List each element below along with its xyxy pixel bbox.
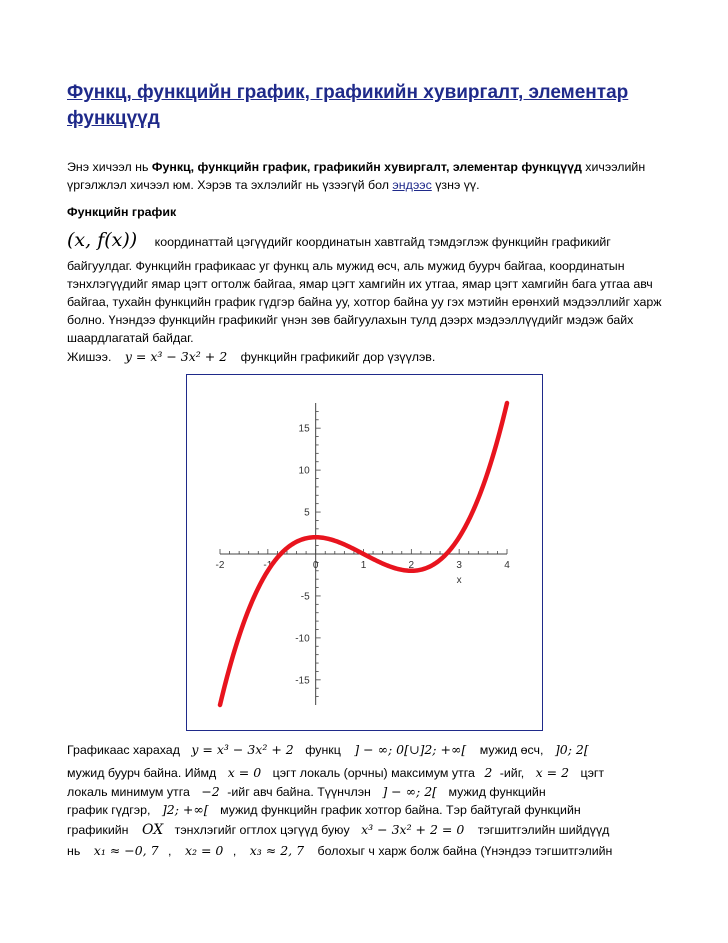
x-tick-label: 3 — [456, 560, 462, 571]
intro-link[interactable]: эндээс — [392, 178, 432, 192]
graph-paragraph: байгуулдаг. Функцийн графикаас уг функц аль мужид өсч, аль мужид буурч байгаа, координатын тэнхлэгүүдийг ямар цэгт огтолж байгаа, ямар цэгт хамгийн их утгаа, ямар цэгт хамгийн бага утгаа авч байгаа, тухайн функцийн график гүдгэр байна уу, хотгор байна уу гэх мэтийн ерөнхий мэдээллийг харж болно. Үнэндээ функцийн графикийг үнэн зөв байгуулахын тулд дээрх мэдээллүүдийг мэдэж байх шаардлагатай байдаг. — [67, 259, 662, 345]
y-tick-label: -5 — [300, 591, 310, 603]
function-plot — [186, 374, 543, 731]
plot-svg — [187, 375, 542, 730]
analysis-line-1: Графикаас харахад y = x³ − 3x² + 2 функц ] − ∞; 0[∪]2; +∞[ мужид өсч, ]0; 2[ — [67, 742, 589, 757]
y-tick-label: 15 — [298, 423, 310, 435]
intro-bold-topic: Функц, функцийн график, графикийн хувиргалт, элементар функцүүд — [151, 160, 582, 174]
coord-math: (x, f(x)) — [67, 229, 138, 251]
x-tick-label: 1 — [360, 560, 367, 571]
x-tick-label: 2 — [408, 560, 415, 571]
example-formula: y = x³ − 3x² + 2 — [124, 349, 228, 364]
y-tick-label: 5 — [304, 507, 310, 519]
x-tick-label: -1 — [263, 560, 273, 571]
section-heading: Функцийн график — [67, 205, 177, 219]
coord-line: (x, f(x)) координаттай цэгүүдийг координатын хавтгайд тэмдэглэж функцийн графикийг — [67, 229, 611, 251]
analysis-line-3: локаль минимум утга −2 -ийг авч байна. Түүнчлэн ] − ∞; 2[ мужид функцийн — [67, 784, 546, 799]
x-tick-label: -2 — [215, 560, 225, 571]
y-tick-label: -15 — [295, 675, 310, 687]
page-title: Функц, функцийн график, графикийн хувиргалт, элементар функцүүд — [67, 82, 629, 129]
analysis-line-6: нь x₁ ≈ −0, 7 , x₂ = 0 , x₃ ≈ 2, 7 болохыг ч харж болж байна (Үнэндээ тэгшитгэлийн — [67, 843, 613, 858]
analysis-line-5: графикийн OX тэнхлэгийг огтлох цэгүүд буюу x³ − 3x² + 2 = 0 тэгшитгэлийн шийдүүд — [67, 822, 610, 838]
y-tick-label: -10 — [295, 633, 310, 645]
x-tick-label: 4 — [504, 560, 510, 571]
x-tick-label: 0 — [312, 560, 319, 571]
example-line: Жишээ. y = x³ − 3x² + 2 функцийн графикийг дор үзүүлэв. — [67, 349, 436, 364]
x-axis-label: x — [456, 575, 462, 586]
intro-paragraph: Энэ хичээл нь Функц, функцийн график, графикийн хувиргалт, элементар функцүүд хичээлийн үргэлжлэл хичээл юм. Хэрэв та эхлэлийг нь үзээгүй бол эндээс үзнэ үү. — [67, 160, 646, 192]
analysis-line-4: график гүдгэр, ]2; +∞[ мужид функцийн график хотгор байна. Тэр байтугай функцийн — [67, 802, 581, 817]
analysis-line-2: мужид буурч байна. Иймд x = 0 цэгт локаль (орчны) максимум утга 2 -ийг, x = 2 цэгт — [67, 765, 605, 780]
y-tick-label: 10 — [298, 465, 310, 477]
